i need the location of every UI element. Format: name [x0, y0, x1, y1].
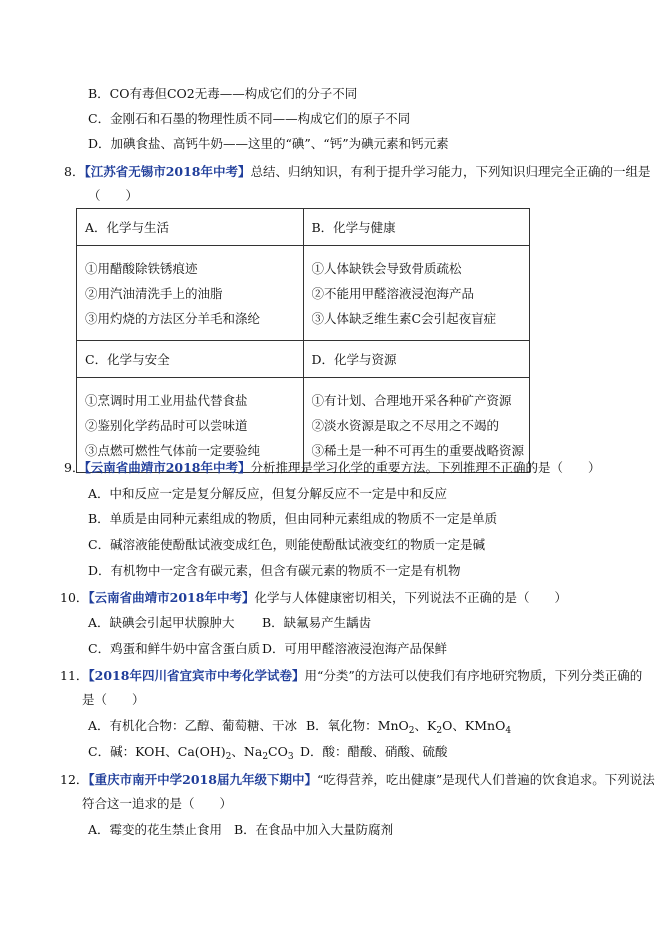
q9-option-a: A．中和反应一定是复分解反应，但复分解反应不一定是中和反应 [88, 486, 448, 501]
q10-option-b: B．缺氟易产生龋齿 [262, 615, 372, 630]
q11-number: 11． [60, 668, 89, 683]
q8-blank: （ ） [88, 188, 139, 203]
table-header-b: B．化学与健康 [303, 209, 530, 246]
table-cell-d [303, 378, 530, 473]
table-item: ②淡水资源是取之不尽用之不竭的 [311, 417, 500, 433]
q12-number: 12． [60, 772, 89, 787]
table-item: ③点燃可燃性气体前一定要验纯 [85, 442, 261, 458]
q11-option-d: D．酸：醋酸、硝酸、硫酸 [300, 744, 448, 759]
q7-option-d: D．加碘食盐、高钙牛奶——这里的“碘”、“钙”为碘元素和钙元素 [88, 136, 449, 151]
q10-stem [60, 590, 567, 606]
q9-source: 【云南省曲靖市2018年中考】 [84, 460, 251, 475]
table-header-c: C．化学与安全 [77, 341, 304, 378]
q10-option-c: C．鸡蛋和鲜牛奶中富含蛋白质 [88, 641, 261, 656]
table-cell-b [303, 246, 530, 341]
table-item: ①用醋酸除铁锈痕迹 [85, 260, 198, 276]
q12-text: “吃得营养，吃出健康”是现代人们普遍的饮食追求。下列说法 [316, 772, 655, 787]
q8-source: 【江苏省无锡市2018年中考】 [84, 164, 251, 179]
q11-option-c: C．碱：KOH、$Ca(OH)_2$、$Na_2CO_3$ [88, 744, 294, 762]
q9-number: 9． [64, 460, 85, 475]
q9-option-b: B．单质是由同种元素组成的物质，但由同种元素组成的物质不一定是单质 [88, 511, 498, 526]
q11-stem [60, 668, 642, 684]
q12-option-a: A．霉变的花生禁止食用 [88, 822, 223, 837]
q10-text: 化学与人体健康密切相关，下列说法不正确的是（ ） [254, 590, 567, 605]
q8-text: 总结、归纳知识，有利于提升学习能力，下列知识归理完全正确的一组是 [250, 164, 651, 179]
table-item: ③用灼烧的方法区分羊毛和涤纶 [85, 310, 261, 326]
table-item: ①人体缺铁会导致骨质疏松 [311, 260, 462, 276]
table-cell-c [77, 378, 304, 473]
q9-option-c: C．碱溶液能使酚酞试液变成红色，则能使酚酞试液变红的物质一定是碱 [88, 537, 486, 552]
q9-text: 分析推理是学习化学的重要方法。下列推理不正确的是（ ） [250, 460, 601, 475]
q9-option-d: D．有机物中一定含有碳元素，但含有碳元素的物质不一定是有机物 [88, 563, 461, 578]
q8-stem [64, 164, 651, 180]
q11-option-a: A．有机化合物：乙醇、葡萄糖、干冰 [88, 718, 298, 733]
table-item: ③人体缺乏维生素C会引起夜盲症 [311, 310, 497, 326]
q10-option-d: D．可用甲醛溶液浸泡海产品保鲜 [262, 641, 448, 656]
table-item: ②不能用甲醛溶液浸泡海产品 [311, 285, 475, 301]
q11-text: 用“分类”的方法可以使我们有序地研究物质，下列分类正确的 [304, 668, 643, 683]
q12-stem [60, 772, 655, 788]
table-item: ②鉴别化学药品时可以尝味道 [85, 417, 248, 433]
q11-option-b: B．氧化物：MnO$_2$、$K_2O$、KMnO$_4$ [306, 718, 512, 736]
q11-source: 【2018年四川省宜宾市中考化学试卷】 [88, 668, 305, 683]
table-header-a: A．化学与生活 [77, 209, 304, 246]
q12-blank: 符合这一追求的是（ ） [82, 796, 233, 811]
q12-option-b: B．在食品中加入大量防腐剂 [234, 822, 394, 837]
q8-number: 8． [64, 164, 85, 179]
q10-number: 10． [60, 590, 89, 605]
q8-knowledge-table [76, 208, 530, 473]
q9-stem [64, 460, 601, 476]
table-cell-a [77, 246, 304, 341]
table-item: ②用汽油清洗手上的油脂 [85, 285, 223, 301]
q10-source: 【云南省曲靖市2018年中考】 [88, 590, 255, 605]
table-item: ①烹调时用工业用盐代替食盐 [85, 392, 248, 408]
table-item: ③稀土是一种不可再生的重要战略资源 [311, 442, 525, 458]
q10-option-a: A．缺碘会引起甲状腺肿大 [88, 615, 235, 630]
table-item: ①有计划、合理地开采各种矿产资源 [311, 392, 512, 408]
table-header-d: D．化学与资源 [303, 341, 530, 378]
q7-option-c: C．金刚石和石墨的物理性质不同——构成它们的原子不同 [88, 111, 411, 126]
q7-option-b: B．CO有毒但CO2无毒——构成它们的分子不同 [88, 86, 358, 101]
q12-source: 【重庆市南开中学2018届九年级下期中】 [88, 772, 317, 787]
q11-blank: 是（ ） [82, 692, 145, 707]
